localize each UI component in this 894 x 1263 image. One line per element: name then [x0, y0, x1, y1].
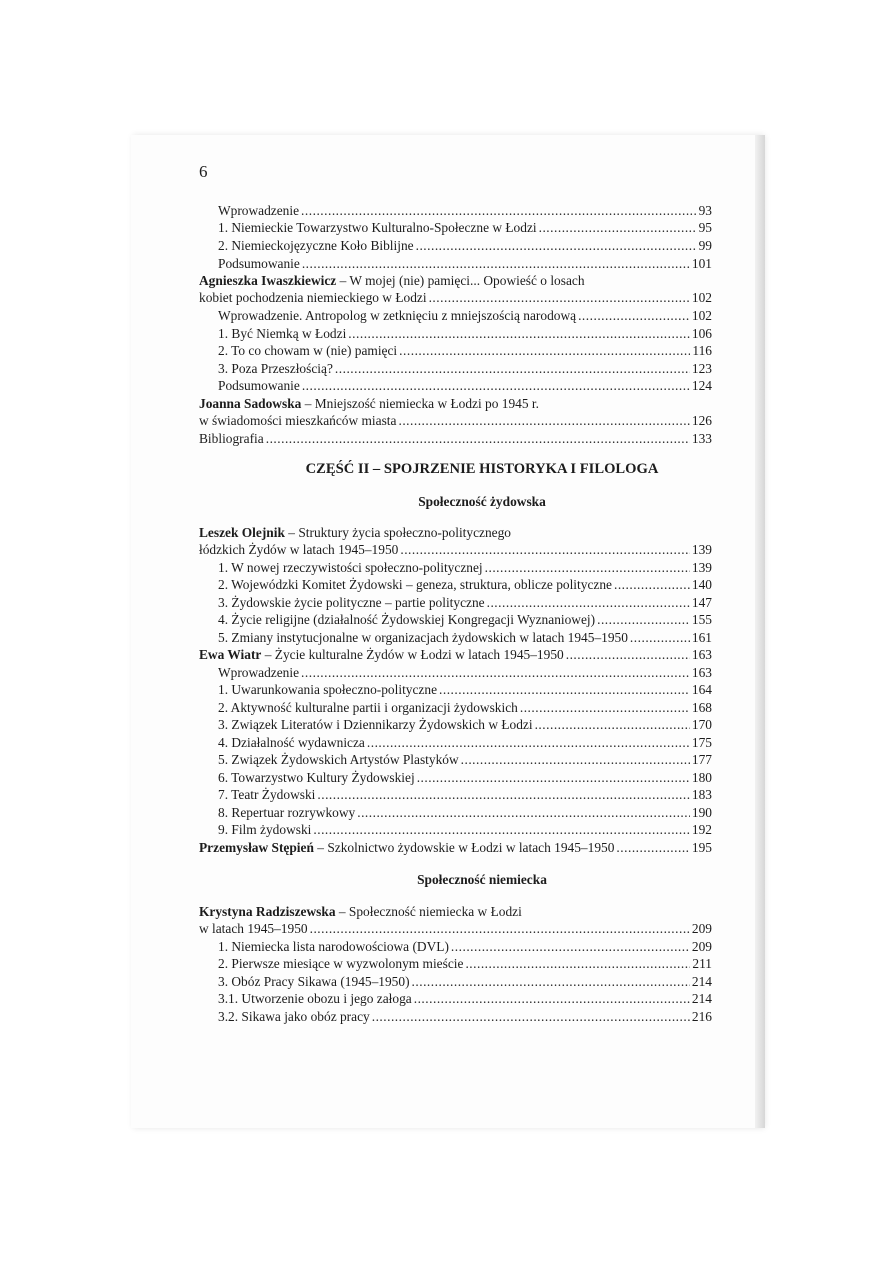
toc-author-entry: Przemysław Stępień – Szkolnictwo żydowskie w Łodzi w latach 1945–1950 ..... 195 — [199, 840, 712, 856]
toc-entry: 2. Pierwsze miesiące w wyzwolonym mieście ..... 211 — [199, 956, 712, 972]
toc-author-entry: Joanna Sadowska – Mniejszość niemiecka w Łodzi po 1945 r. — [199, 396, 539, 411]
toc-entry: 3. Żydowskie życie polityczne – partie polityczne ..... 147 — [199, 595, 712, 611]
toc-entry: 4. Działalność wydawnicza ..... 175 — [199, 735, 712, 751]
toc-entry: 2. To co chowam w (nie) pamięci ..... 116 — [199, 343, 712, 359]
toc-entry: w świadomości mieszkańców miasta ..... 126 — [199, 413, 712, 429]
page-number: 6 — [199, 162, 208, 181]
toc-author-entry: Agnieszka Iwaszkiewicz – W mojej (nie) pamięci... Opowieść o losach — [199, 273, 585, 288]
toc-entry: w latach 1945–1950 ..... 209 — [199, 921, 712, 937]
toc-entry: 2. Aktywność kulturalne partii i organizacji żydowskich ..... 168 — [199, 700, 712, 716]
part-heading: CZĘŚĆ II – SPOJRZENIE HISTORYKA I FILOLOGA — [305, 461, 659, 477]
author-name: Przemysław Stępień — [199, 840, 314, 855]
toc-entry: 1. Uwarunkowania społeczno-polityczne ..... 164 — [199, 682, 712, 698]
toc-entry: Wprowadzenie ..... 93 — [199, 203, 712, 219]
page-edge-shadow — [755, 135, 765, 1128]
toc-entry: 5. Związek Żydowskich Artystów Plastyków ..... 177 — [199, 752, 712, 768]
toc-entry: kobiet pochodzenia niemieckiego w Łodzi ..... 102 — [199, 290, 712, 306]
toc-entry: 3.2. Sikawa jako obóz pracy ..... 216 — [199, 1009, 712, 1025]
toc-entry: 6. Towarzystwo Kultury Żydowskiej ..... 180 — [199, 770, 712, 786]
author-name: Ewa Wiatr — [199, 647, 262, 662]
toc-entry: Podsumowanie ..... 101 — [199, 256, 712, 272]
toc-entry: 2. Wojewódzki Komitet Żydowski – geneza, struktura, oblicze polityczne ..... 140 — [199, 577, 712, 593]
toc-entry: 7. Teatr Żydowski ..... 183 — [199, 787, 712, 803]
toc-author-entry: Ewa Wiatr – Życie kulturalne Żydów w Łodzi w latach 1945–1950 ..... 163 — [199, 647, 712, 663]
toc-entry: Wprowadzenie. Antropolog w zetknięciu z mniejszością narodową ..... 102 — [199, 308, 712, 324]
toc-entry: 1. Niemiecka lista narodowościowa (DVL) ..... 209 — [199, 939, 712, 955]
toc-entry: 8. Repertuar rozrywkowy ..... 190 — [199, 805, 712, 821]
toc-author-entry: Leszek Olejnik – Struktury życia społeczno-politycznego — [199, 525, 512, 540]
toc-entry: 3. Obóz Pracy Sikawa (1945–1950) ..... 214 — [199, 974, 712, 990]
toc-entry: 1. Być Niemką w Łodzi ..... 106 — [199, 326, 712, 342]
toc-entry: łódzkich Żydów w latach 1945–1950 ..... 139 — [199, 542, 712, 558]
toc-entry: Wprowadzenie ..... 163 — [199, 665, 712, 681]
section-heading: Społeczność żydowska — [418, 494, 546, 509]
author-name: Leszek Olejnik — [199, 525, 285, 540]
toc-entry: Podsumowanie ..... 124 — [199, 378, 712, 394]
toc-entry: 4. Życie religijne (działalność Żydowskiej Kongregacji Wyznaniowej) ..... 155 — [199, 612, 712, 628]
toc-author-entry: Krystyna Radziszewska – Społeczność niemiecka w Łodzi — [199, 904, 522, 919]
toc-entry: 5. Zmiany instytucjonalne w organizacjach żydowskich w latach 1945–1950 ..... 161 — [199, 630, 712, 646]
toc-entry: 3. Związek Literatów i Dziennikarzy Żydowskich w Łodzi ..... 170 — [199, 717, 712, 733]
toc-entry: 3. Poza Przeszłością? ..... 123 — [199, 361, 712, 377]
toc-entry: Bibliografia ..... 133 — [199, 431, 712, 447]
toc-entry: 1. Niemieckie Towarzystwo Kulturalno-Społeczne w Łodzi ..... 95 — [199, 220, 712, 236]
toc-entry: 3.1. Utworzenie obozu i jego załoga ..... 214 — [199, 991, 712, 1007]
toc-entry: 2. Niemieckojęzyczne Koło Biblijne ..... 99 — [199, 238, 712, 254]
author-name: Krystyna Radziszewska — [199, 904, 336, 919]
toc-entry: 9. Film żydowski ..... 192 — [199, 822, 712, 838]
author-name: Joanna Sadowska — [199, 396, 302, 411]
author-name: Agnieszka Iwaszkiewicz — [199, 273, 337, 288]
section-heading: Społeczność niemiecka — [417, 872, 547, 887]
toc-entry: 1. W nowej rzeczywistości społeczno-politycznej ..... 139 — [199, 560, 712, 576]
